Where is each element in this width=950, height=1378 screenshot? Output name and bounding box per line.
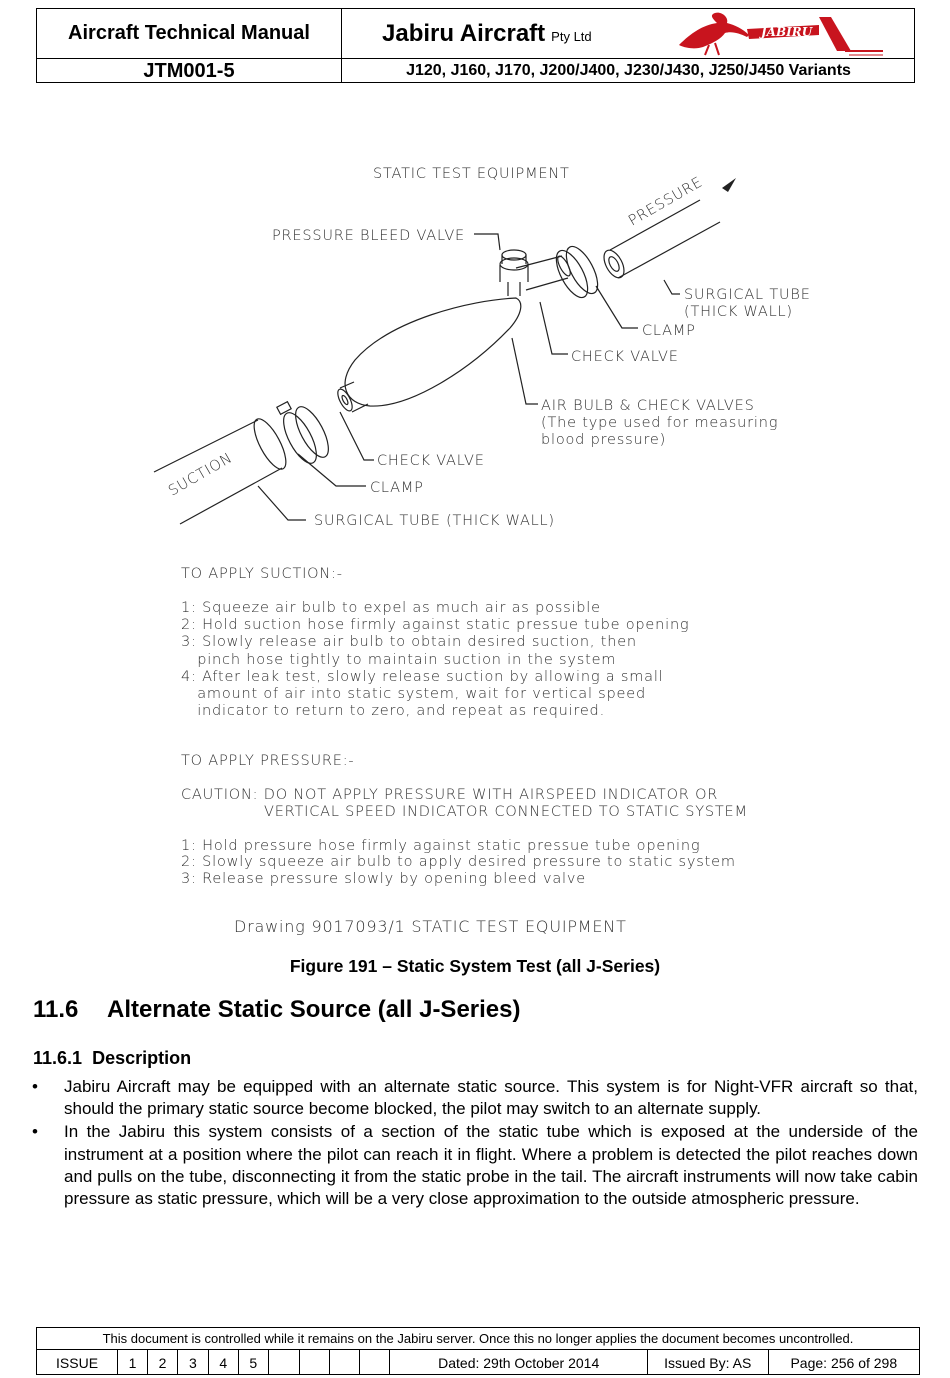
label-surgical-tube-bottom: SURGICAL TUBE (THICK WALL) — [314, 513, 555, 529]
issue-cell: 1 — [118, 1350, 148, 1375]
footer-control-note: This document is controlled while it remains on the Jabiru server. Once this no longer applies the document becomes uncontrolled. — [102, 1331, 854, 1346]
variants-line: J120, J160, J170, J200/J400, J230/J430, J250/J450 Variants — [406, 62, 851, 79]
footer-date: Dated: 29th October 2014 — [390, 1350, 648, 1375]
label-suction: SUCTION — [166, 450, 236, 500]
section-title: Alternate Static Source (all J-Series) — [107, 996, 521, 1023]
suction-line-7: indicator to return to zero, and repeat as required. — [181, 703, 605, 719]
logo-text: JABIRU — [761, 25, 813, 39]
section-heading — [33, 996, 520, 1024]
suction-line-6: amount of air into static system, wait for vertical speed — [181, 686, 646, 702]
drawing-reference: Drawing 9017093/1 STATIC TEST EQUIPMENT — [234, 917, 627, 936]
label-pressure: PRESSURE — [626, 174, 706, 230]
figure-caption: Figure 191 – Static System Test (all J-Series) — [289, 956, 661, 976]
suction-line-1: 1: Squeeze air bulb to expel as much air as possible — [181, 600, 601, 616]
issue-cell: 5 — [239, 1350, 269, 1375]
company-suffix: Pty Ltd — [551, 29, 592, 44]
page-header — [36, 8, 915, 83]
footer-issue-row — [37, 1349, 919, 1375]
suction-line-5: 4: After leak test, slowly release suction by allowing a small — [181, 669, 664, 685]
label-pressure-bleed-valve: PRESSURE BLEED VALVE — [272, 228, 465, 244]
issue-cell — [300, 1350, 330, 1375]
jabiru-logo-icon — [669, 11, 891, 57]
company-name — [382, 9, 592, 58]
company-name-text: Jabiru Aircraft — [382, 19, 546, 47]
suction-heading: TO APPLY SUCTION:- — [181, 566, 343, 582]
suction-line-2: 2: Hold suction hose firmly against static pressue tube opening — [181, 617, 690, 633]
caution-line-2: VERTICAL SPEED INDICATOR CONNECTED TO STATIC SYSTEM — [264, 804, 748, 820]
manual-title: Aircraft Technical Manual — [68, 22, 310, 44]
label-surgical-tube-top-1: SURGICAL TUBE — [684, 287, 811, 303]
description-bullets — [30, 1076, 918, 1211]
label-air-bulb-3: blood pressure) — [541, 432, 667, 448]
static-test-equipment-drawing — [140, 150, 820, 950]
subsection-heading — [33, 1048, 191, 1069]
list-item: • Jabiru Aircraft may be equipped with an alternate static source. This system is for Night-VFR aircraft so that, should the primary static source become blocked, the pilot may switch to an alternate supply. — [30, 1076, 918, 1120]
issue-cell: 4 — [209, 1350, 239, 1375]
suction-line-4: pinch hose tightly to maintain suction in the system — [181, 652, 617, 668]
issue-cell: 2 — [148, 1350, 178, 1375]
page-footer — [36, 1327, 920, 1375]
label-clamp-bottom: CLAMP — [370, 480, 424, 496]
pressure-heading: TO APPLY PRESSURE:- — [181, 753, 355, 769]
pressure-line-3: 3: Release pressure slowly by opening bleed valve — [181, 871, 586, 887]
label-check-valve-bottom: CHECK VALVE — [377, 453, 485, 469]
subsection-title: Description — [92, 1048, 192, 1068]
label-air-bulb-2: (The type used for measuring — [541, 415, 779, 431]
issue-cell — [269, 1350, 300, 1375]
drawing-title: STATIC TEST EQUIPMENT — [373, 166, 570, 182]
issue-label: ISSUE — [37, 1350, 118, 1375]
label-air-bulb-1: AIR BULB & CHECK VALVES — [541, 398, 755, 414]
issue-cell — [330, 1350, 361, 1375]
subsection-number: 11.6.1 — [33, 1048, 83, 1068]
pressure-line-1: 1: Hold pressure hose firmly against static pressue tube opening — [181, 838, 701, 854]
suction-line-3: 3: Slowly release air bulb to obtain desired suction, then — [181, 634, 637, 650]
label-surgical-tube-top-2: (THICK WALL) — [684, 304, 793, 320]
caution-line-1: CAUTION: DO NOT APPLY PRESSURE WITH AIRSPEED INDICATOR OR — [181, 787, 719, 803]
pressure-line-2: 2: Slowly squeeze air bulb to apply desired pressure to static system — [181, 854, 736, 870]
doc-number: JTM001-5 — [143, 59, 235, 82]
issue-cell: 3 — [178, 1350, 209, 1375]
list-item: • In the Jabiru this system consists of a section of the static tube which is exposed at the underside of the instrument at a position where the pilot can reach it in flight. Where a problem is detected the pilot reaches down and pulls on the tube, disconnecting it from the static probe in the tail. The aircraft instruments will now take cabin pressure as static pressure, which will be a very close approximation to the outside atmospheric pressure. — [30, 1121, 918, 1210]
section-number: 11.6 — [33, 996, 79, 1023]
label-check-valve-top: CHECK VALVE — [571, 349, 679, 365]
label-clamp-top: CLAMP — [642, 323, 696, 339]
footer-issued-by: Issued By: AS — [648, 1350, 769, 1375]
issue-cell — [360, 1350, 390, 1375]
footer-page-number: Page: 256 of 298 — [790, 1354, 898, 1371]
